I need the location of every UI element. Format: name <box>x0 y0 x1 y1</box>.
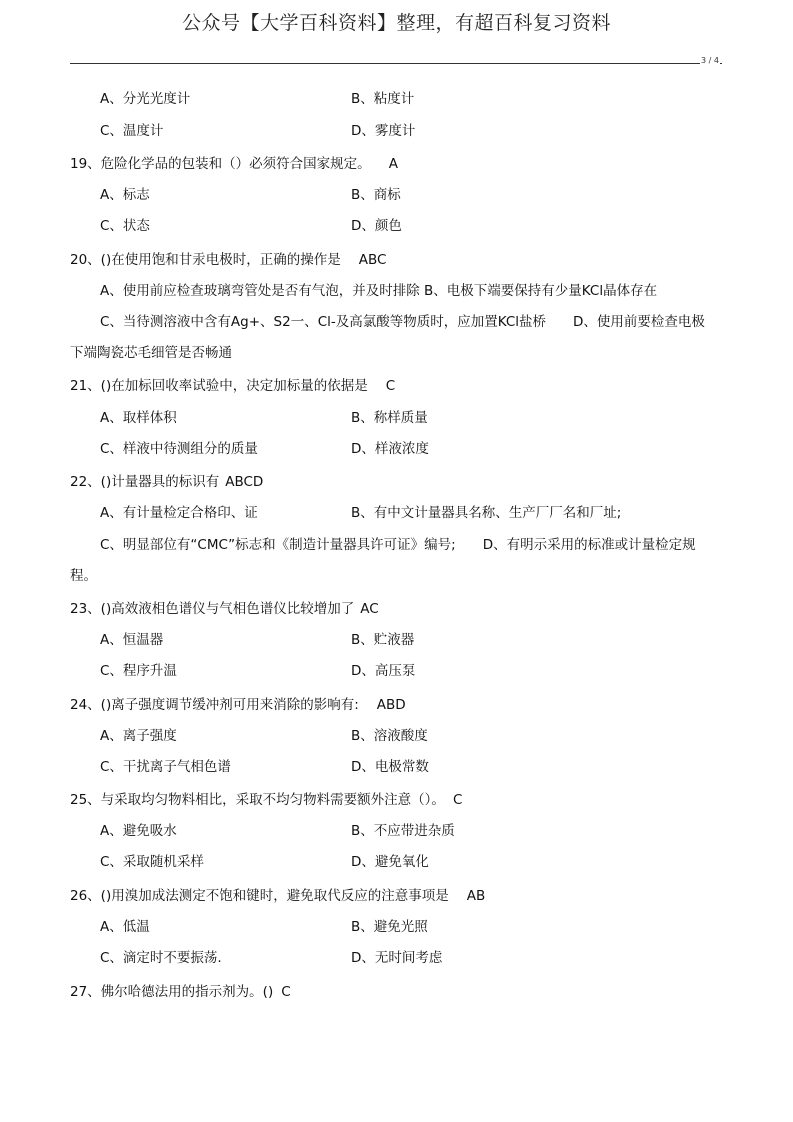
q19-option-a: A、标志 <box>100 187 150 203</box>
q19-option-c: C、状态 <box>100 218 150 234</box>
question-stem: 25、与采取均匀物料相比，采取不均匀物料需要额外注意（）。 <box>70 792 445 808</box>
q22-option-a: A、有计量检定合格印、证 <box>100 505 258 521</box>
question-stem: 20、()在使用饱和甘汞电极时，正确的操作是 <box>70 252 341 268</box>
page-number: 3 / 4 <box>701 56 719 65</box>
answer-key: A <box>388 156 398 172</box>
q26-option-a: A、低温 <box>100 919 150 935</box>
q25-option-b: B、不应带进杂质 <box>351 823 455 839</box>
q24-option-b: B、溶液酸度 <box>351 728 428 744</box>
q25-option-a: A、避免吸水 <box>100 823 177 839</box>
answer-key: C <box>385 378 396 394</box>
q25-option-d: D、避免氧化 <box>351 854 429 870</box>
q26-option-d: D、无时间考虑 <box>351 950 443 966</box>
q23-option-c: C、程序升温 <box>100 663 177 679</box>
answer-key: C <box>452 792 463 808</box>
q22-option-b: B、有中文计量器具名称、生产厂厂名和厂址; <box>351 505 622 521</box>
q21-option-d: D、样液浓度 <box>351 441 429 457</box>
question-24 <box>70 696 406 714</box>
answer-key: ABD <box>376 697 406 713</box>
question-stem: 21、()在加标回收率试验中，决定加标量的依据是 <box>70 378 368 394</box>
q19-option-b: B、商标 <box>351 187 401 203</box>
answer-key: AB <box>466 888 486 904</box>
question-stem: 22、()计量器具的标识有 <box>70 474 220 490</box>
q18-option-d: D、雾度计 <box>351 123 416 139</box>
q21-option-a: A、取样体积 <box>100 410 177 426</box>
q26-option-c: C、滴定时不要振荡. <box>100 950 222 966</box>
question-stem: 26、()用溴加成法测定不饱和键时，避免取代反应的注意事项是 <box>70 888 449 904</box>
question-23 <box>70 600 379 618</box>
answer-key: C <box>281 984 291 1000</box>
question-26 <box>70 887 485 905</box>
q18-option-c: C、温度计 <box>100 123 164 139</box>
question-20 <box>70 251 386 269</box>
q20-option-ab: A、使用前应检查玻璃弯管处是否有气泡，并及时排除 B、电极下端要保持有少量KCl晶体存在 <box>100 283 658 299</box>
answer-key: ABC <box>358 252 387 268</box>
question-22 <box>70 473 263 491</box>
question-19 <box>70 155 398 173</box>
question-stem: 24、()离子强度调节缓冲剂可用来消除的影响有: <box>70 697 359 713</box>
answer-key: AC <box>360 601 379 617</box>
q18-option-b: B、粘度计 <box>351 91 415 107</box>
header-divider <box>70 63 722 64</box>
q25-option-c: C、采取随机采样 <box>100 854 204 870</box>
q19-option-d: D、颜色 <box>351 218 402 234</box>
question-21 <box>70 377 395 395</box>
q20-option-cd: C、当待测溶液中含有Ag+、S2一、Cl-及高氯酸等物质时，应加置KCl盐桥 D、使用前要检查电极 <box>100 314 705 330</box>
question-25 <box>70 791 462 809</box>
q23-option-a: A、恒温器 <box>100 632 164 648</box>
q24-option-c: C、干扰离子气相色谱 <box>100 759 231 775</box>
q21-option-c: C、样液中待测组分的质量 <box>100 441 258 457</box>
q20-option-cd-continued: 下端陶瓷芯毛细管是否畅通 <box>70 345 232 361</box>
q26-option-b: B、避免光照 <box>351 919 428 935</box>
q23-option-d: D、高压泵 <box>351 663 416 679</box>
answer-key: ABCD <box>225 474 264 490</box>
q24-option-d: D、电极常数 <box>351 759 429 775</box>
q18-option-a: A、分光光度计 <box>100 91 191 107</box>
question-stem: 19、危险化学品的包装和（）必须符合国家规定。 <box>70 156 371 172</box>
q22-option-cd-continued: 程。 <box>70 568 97 584</box>
q21-option-b: B、称样质量 <box>351 410 428 426</box>
q24-option-a: A、离子强度 <box>100 728 177 744</box>
page-header-title: 公众号【大学百科资料】整理，有超百科复习资料 <box>181 12 611 34</box>
question-stem: 27、佛尔哈德法用的指示剂为。() <box>70 984 274 1000</box>
question-stem: 23、()高效液相色谱仪与气相色谱仪比较增加了 <box>70 601 355 617</box>
q23-option-b: B、贮液器 <box>351 632 415 648</box>
q22-option-cd: C、明显部位有“CMC”标志和《制造计量器具许可证》编号; D、有明示采用的标准或计量检定规 <box>100 537 696 553</box>
question-27 <box>70 983 291 1001</box>
